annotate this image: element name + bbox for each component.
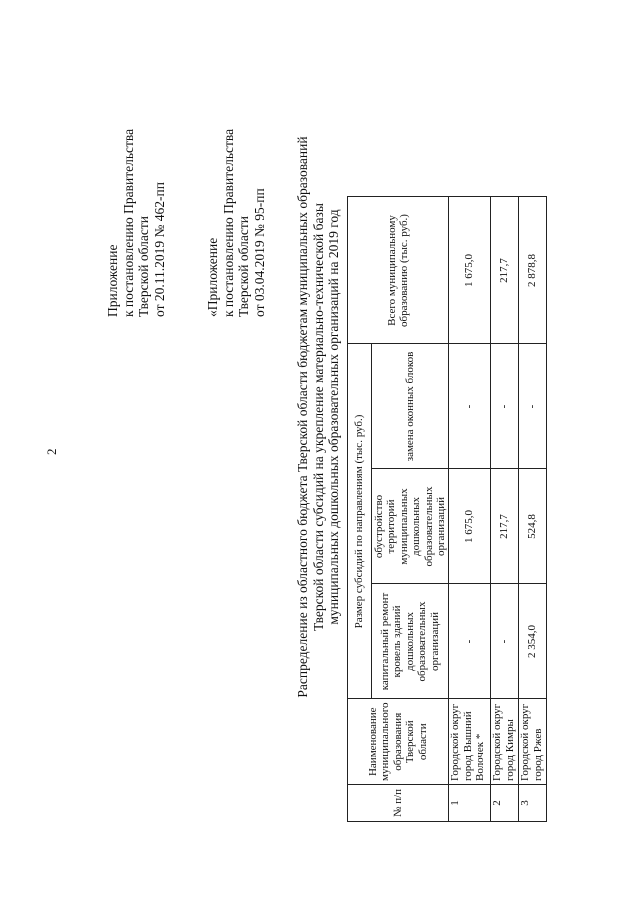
header-repair: капитальный ремонт кровель зданий дошкольных образовательных организаций: [372, 584, 449, 699]
title-line: Распределение из областного бюджета Тверской области бюджетам муниципальных образований: [295, 136, 310, 698]
row-repair: -: [449, 584, 491, 699]
header-group: Размер субсидий по направлениям (тыс. руб.): [348, 344, 372, 699]
row-repair: -: [491, 584, 519, 699]
row-territory: 217,7: [491, 469, 519, 584]
row-total: 2 878,8: [519, 197, 547, 344]
row-windows: -: [519, 344, 547, 469]
table-row: [519, 197, 547, 822]
header-num: № п/п: [348, 785, 449, 822]
appendix-block-current: [105, 129, 167, 317]
table-row: [491, 197, 519, 822]
row-total: 1 675,0: [449, 197, 491, 344]
table-row: [449, 197, 491, 822]
row-name: Городской округ город Вышний Волочек *: [449, 699, 491, 785]
row-territory: 524,8: [519, 469, 547, 584]
appendix-line: Тверской области: [236, 216, 251, 317]
row-name: Городской округ город Ржев: [519, 699, 547, 785]
title-line: муниципальных дошкольных образовательных организаций на 2019 год: [326, 209, 341, 625]
row-total: 217,7: [491, 197, 519, 344]
row-num: 2: [491, 785, 519, 822]
appendix-line: Тверской области: [136, 216, 151, 317]
appendix-line: к постановлению Правительства: [220, 128, 236, 317]
header-name: Наименование муниципального образования Тверской области: [348, 699, 449, 785]
header-windows: замена оконных блоков: [372, 344, 449, 469]
header-total: Всего муниципальному образованию (тыс. руб.): [348, 197, 449, 344]
row-num: 1: [449, 785, 491, 822]
appendix-line: от 20.11.2019 № 462-пп: [151, 182, 167, 317]
appendix-line: Приложение: [105, 244, 120, 317]
appendix-line: к постановлению Правительства: [120, 128, 136, 317]
title-line: Тверской области субсидий на укрепление материально-технической базы: [310, 203, 326, 631]
row-name: Городской округ город Кимры: [491, 699, 519, 785]
row-repair: 2 354,0: [519, 584, 547, 699]
document-title: [295, 97, 342, 737]
subsidy-table: [347, 196, 547, 822]
table-header-row: [348, 197, 372, 822]
row-territory: 1 675,0: [449, 469, 491, 584]
appendix-block-original: [205, 129, 267, 317]
appendix-line: от 03.04.2019 № 95-пп: [251, 188, 267, 317]
row-windows: -: [491, 344, 519, 469]
header-territory: обустройство территорий муниципальных дошкольных образовательных организаций: [372, 469, 449, 584]
page-number: 2: [44, 448, 59, 455]
appendix-line: «Приложение: [205, 237, 220, 317]
row-windows: -: [449, 344, 491, 469]
row-num: 3: [519, 785, 547, 822]
